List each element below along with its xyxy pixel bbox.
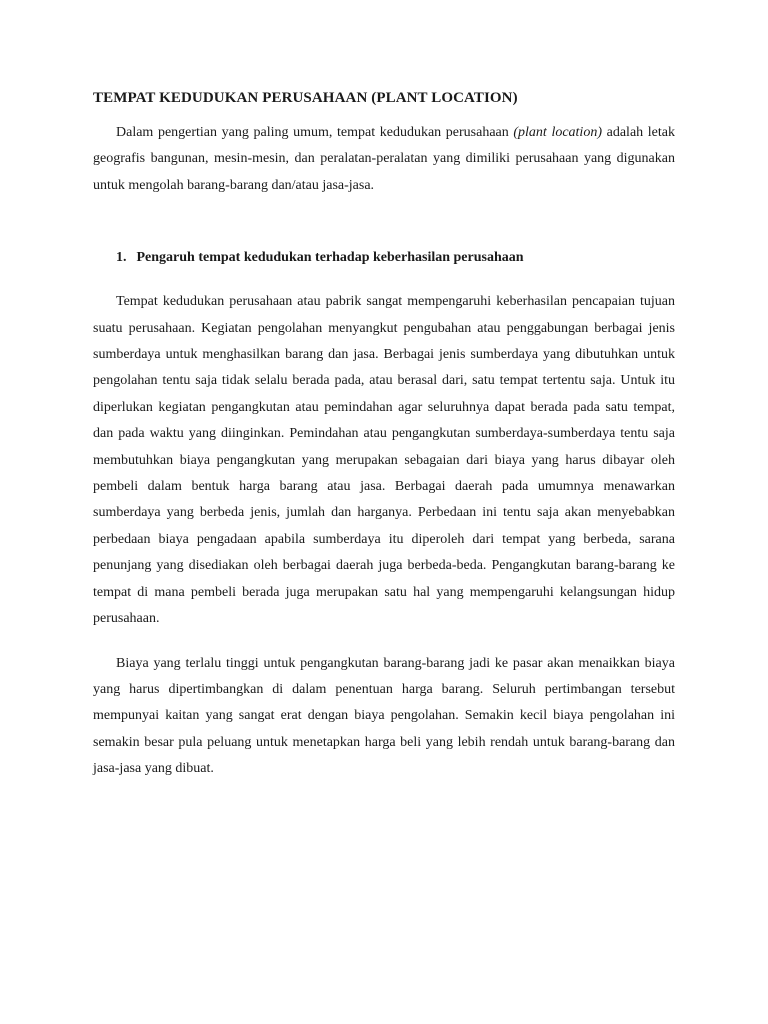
document-page [93,88,675,783]
intro-italic-term: (plant location) [513,125,602,140]
section-number: 1. [116,250,127,266]
section-heading-text: Pengaruh tempat kedudukan terhadap keberhasilan perusahaan [136,250,524,266]
intro-text-start: Dalam pengertian yang paling umum, tempat kedudukan perusahaan [116,125,514,140]
section-heading [93,247,675,269]
document-title: TEMPAT KEDUDUKAN PERUSAHAAN (PLANT LOCATION) [93,90,518,106]
intro-paragraph [93,120,675,199]
section-paragraph-2: Biaya yang terlalu tinggi untuk pengangkutan barang-barang jadi ke pasar akan menaikkan biaya yang harus dipertimbangkan di dalam penentuan harga barang. Seluruh pertimbangan tersebut mempunyai kaitan yang sangat erat dengan biaya pengolahan. Semakin kecil biaya pengolahan ini semakin besar pula peluang untuk menetapkan harga beli yang lebih rendah untuk barang-barang dan jasa-jasa yang dibuat. [93,655,675,777]
intro-text-end: adalah letak geografis bangunan, mesin-mesin, dan peralatan-peralatan yang dimiliki perusahaan yang digunakan untuk mengolah barang-barang dan/atau jasa-jasa. [93,125,675,193]
section-paragraph-1: Tempat kedudukan perusahaan atau pabrik sangat mempengaruhi keberhasilan pencapaian tujuan suatu perusahaan. Kegiatan pengolahan menyangkut pengubahan atau penggabungan berbagai jenis sumberdaya untuk menghasilkan barang dan jasa. Berbagai jenis sumberdaya yang dibutuhkan untuk pengolahan tentu saja tidak selalu berada pada, atau berasal dari, satu tempat tertentu saja. Untuk itu diperlukan kegiatan pengangkutan atau pemindahan agar seluruhnya dapat berada pada satu tempat, dan pada waktu yang diinginkan. Pemindahan atau pengangkutan sumberdaya-sumberdaya tentu saja membutuhkan biaya pengangkutan yang merupakan sebagaian dari biaya yang harus dibayar oleh pembeli dalam bentuk harga barang atau jasa. Berbagai daerah pada umumnya menawarkan sumberdaya yang berbeda jenis, jumlah dan harganya. Perbedaan ini tentu saja akan menyebabkan perbedaan biaya pengadaan apabila sumberdaya itu diperoleh dari tempat yang berbeda, sarana penunjang yang disediakan oleh berbagai daerah juga berbeda-beda. Pengangkutan barang-barang ke tempat di mana pembeli berada juga merupakan satu hal yang mempengaruhi kelangsungan hidup perusahaan. [93,294,675,627]
